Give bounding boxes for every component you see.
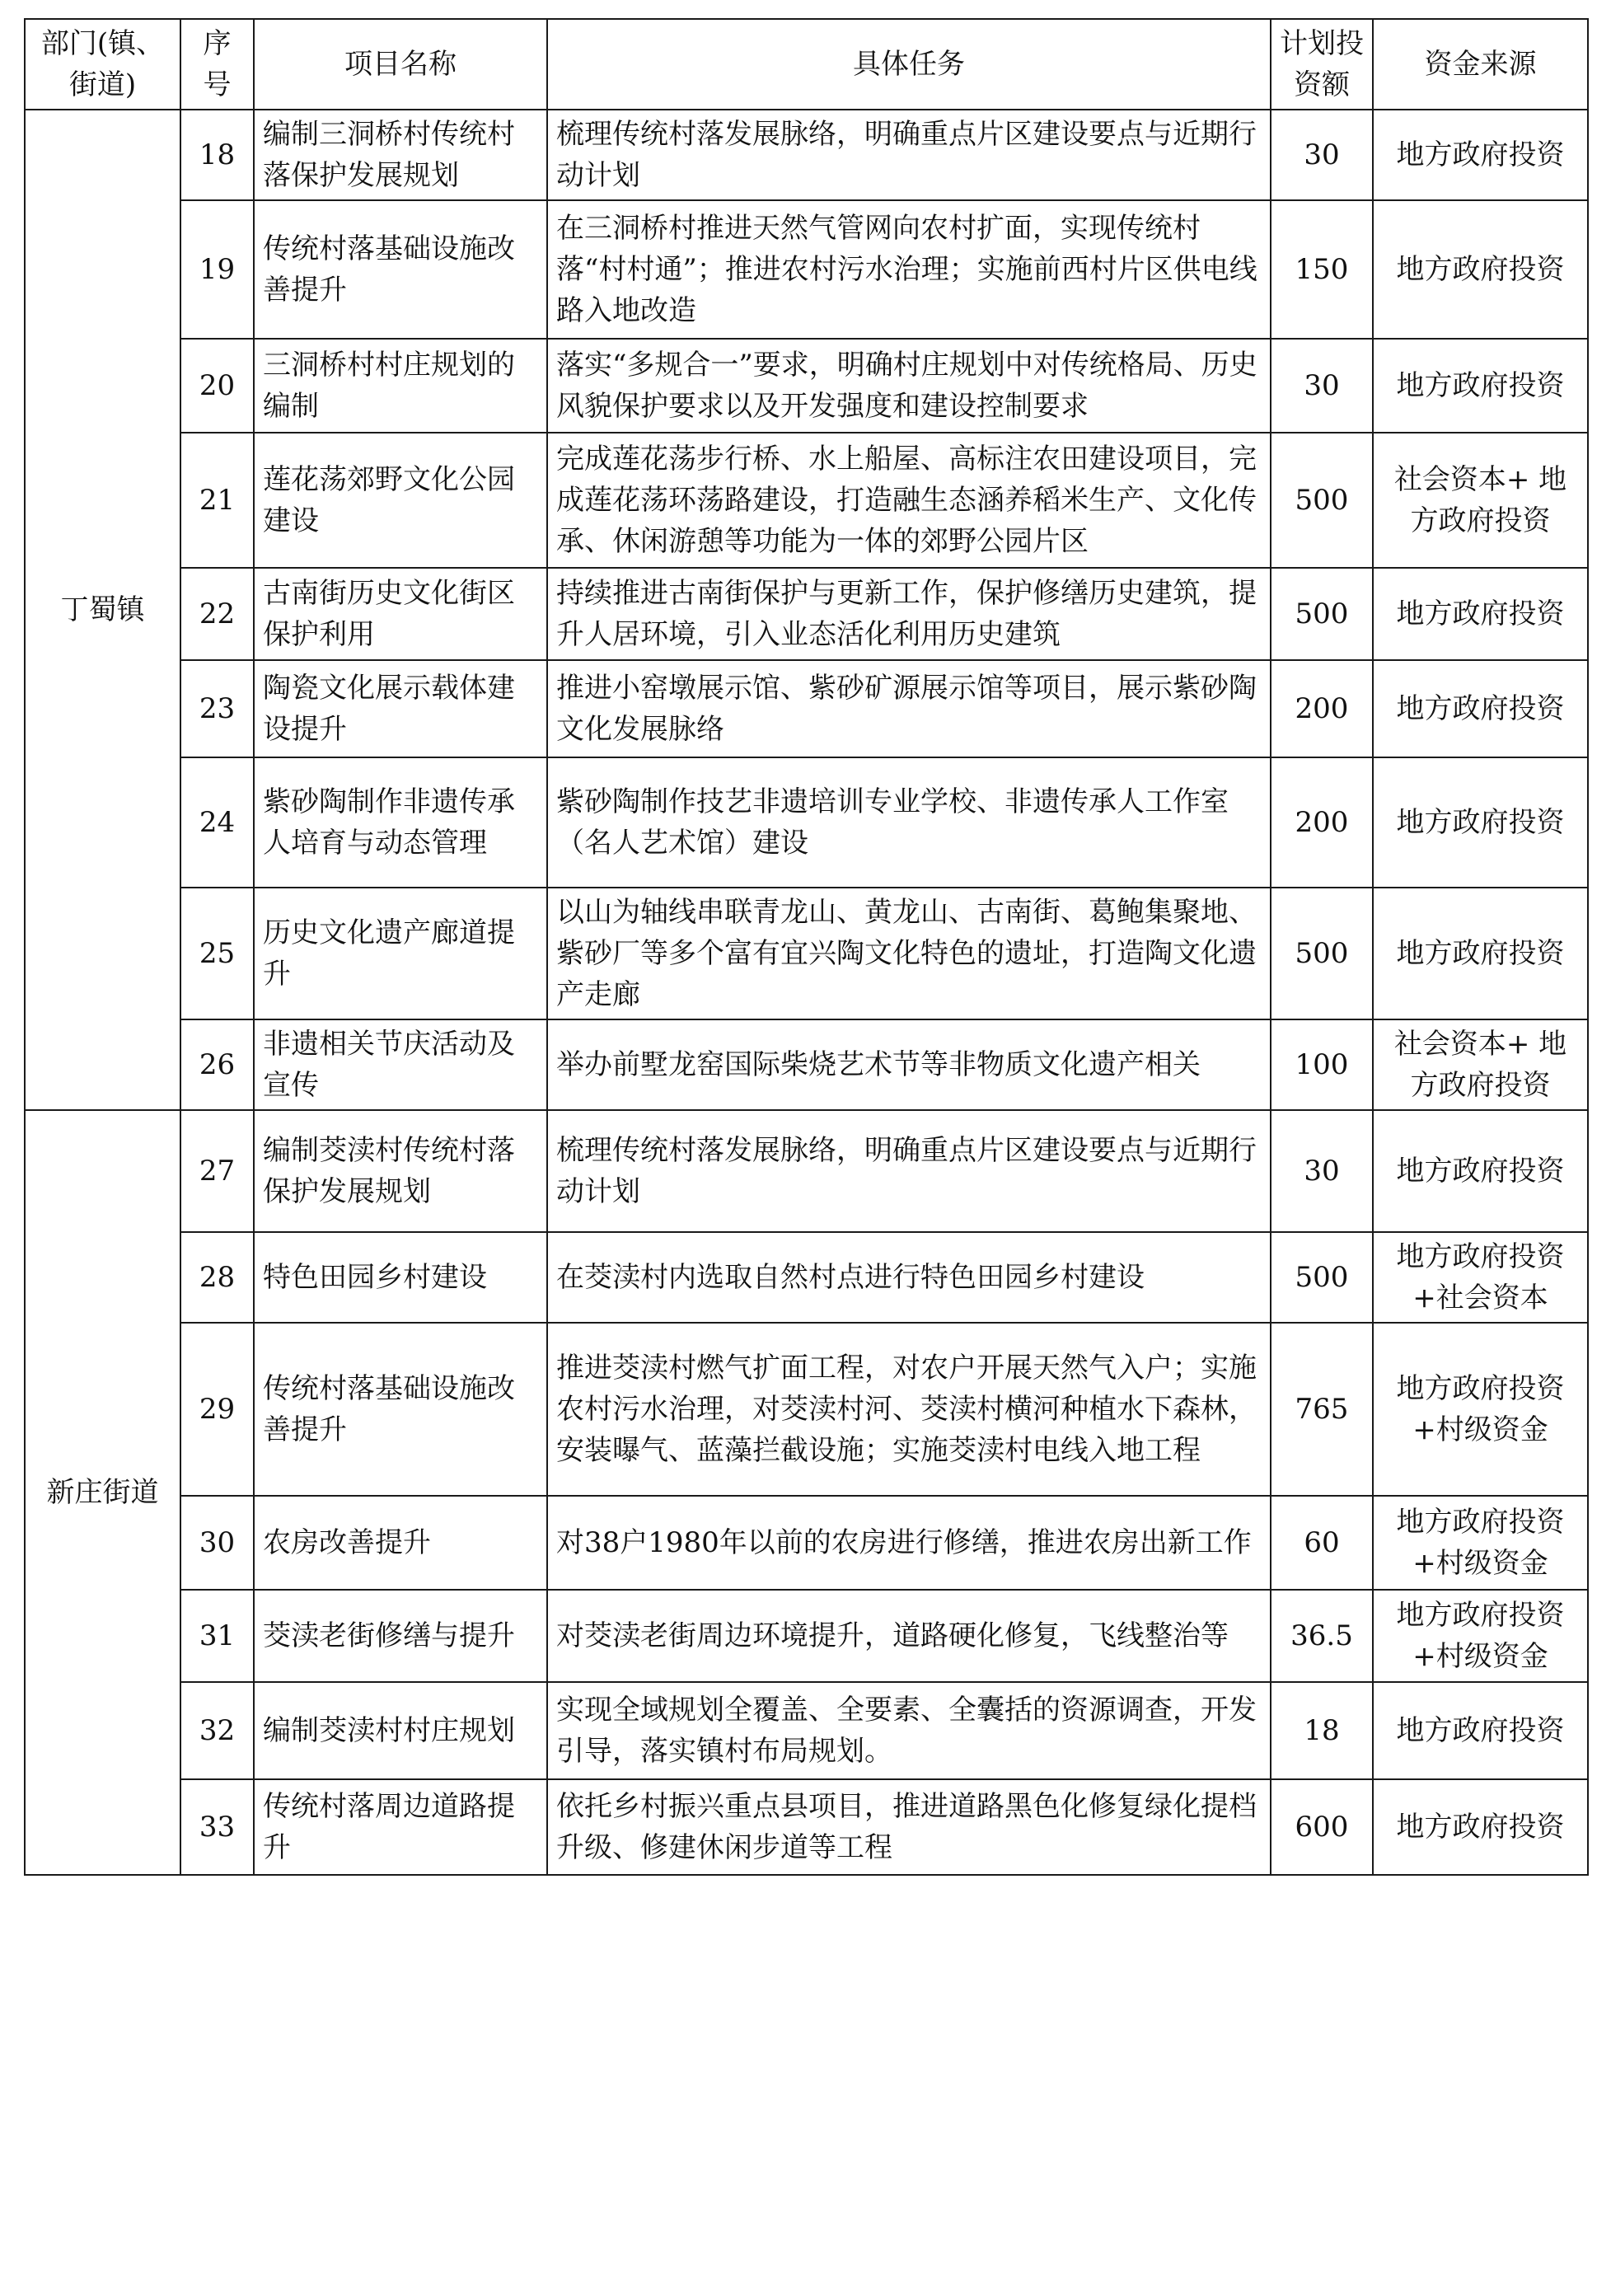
amount-cell: 30 — [1271, 339, 1373, 433]
name-cell: 古南街历史文化街区保护利用 — [254, 568, 547, 660]
header-task: 具体任务 — [547, 19, 1271, 110]
dept-cell: 新庄街道 — [25, 1110, 180, 1875]
task-cell: 持续推进古南街保护与更新工作，保护修缮历史建筑，提升人居环境，引入业态活化利用历史建筑 — [547, 568, 1271, 660]
fund-cell: 地方政府投资 — [1373, 757, 1588, 888]
table-row — [25, 1323, 1588, 1496]
table-row — [25, 660, 1588, 757]
amount-cell: 30 — [1271, 110, 1373, 200]
fund-cell: 地方政府投资 — [1373, 1682, 1588, 1779]
fund-cell: 社会资本+ 地方政府投资 — [1373, 1019, 1588, 1110]
name-cell: 传统村落周边道路提升 — [254, 1779, 547, 1875]
amount-cell: 765 — [1271, 1323, 1373, 1496]
task-cell: 紫砂陶制作技艺非遗培训专业学校、非遗传承人工作室（名人艺术馆）建设 — [547, 757, 1271, 888]
fund-cell: 地方政府投资 — [1373, 200, 1588, 339]
table-row — [25, 1232, 1588, 1323]
task-cell: 在茭渎村内选取自然村点进行特色田园乡村建设 — [547, 1232, 1271, 1323]
table-row — [25, 1590, 1588, 1682]
seq-cell: 32 — [180, 1682, 254, 1779]
amount-cell: 36.5 — [1271, 1590, 1373, 1682]
table-body — [25, 110, 1588, 1875]
task-cell: 梳理传统村落发展脉络，明确重点片区建设要点与近期行动计划 — [547, 110, 1271, 200]
fund-cell: 地方政府投资+村级资金 — [1373, 1590, 1588, 1682]
name-cell: 编制茭渎村传统村落保护发展规划 — [254, 1110, 547, 1232]
seq-cell: 27 — [180, 1110, 254, 1232]
amount-cell: 60 — [1271, 1496, 1373, 1590]
fund-cell: 地方政府投资 — [1373, 1110, 1588, 1232]
task-cell: 对茭渎老街周边环境提升，道路硬化修复，飞线整治等 — [547, 1590, 1271, 1682]
task-cell: 推进茭渎村燃气扩面工程，对农户开展天然气入户；实施农村污水治理，对茭渎村河、茭渎村横河种植水下森林，安装曝气、蓝藻拦截设施；实施茭渎村电线入地工程 — [547, 1323, 1271, 1496]
amount-cell: 500 — [1271, 568, 1373, 660]
task-cell: 完成莲花荡步行桥、水上船屋、高标注农田建设项目，完成莲花荡环荡路建设，打造融生态涵养稻米生产、文化传承、休闲游憩等功能为一体的郊野公园片区 — [547, 433, 1271, 568]
project-table — [24, 18, 1589, 1876]
name-cell: 非遗相关节庆活动及宣传 — [254, 1019, 547, 1110]
task-cell: 举办前墅龙窑国际柴烧艺术节等非物质文化遗产相关 — [547, 1019, 1271, 1110]
task-cell: 落实“多规合一”要求，明确村庄规划中对传统格局、历史风貌保护要求以及开发强度和建设控制要求 — [547, 339, 1271, 433]
task-cell: 对38户1980年以前的农房进行修缮，推进农房出新工作 — [547, 1496, 1271, 1590]
name-cell: 紫砂陶制作非遗传承人培育与动态管理 — [254, 757, 547, 888]
amount-cell: 600 — [1271, 1779, 1373, 1875]
name-cell: 茭渎老街修缮与提升 — [254, 1590, 547, 1682]
fund-cell: 地方政府投资 — [1373, 110, 1588, 200]
amount-cell: 500 — [1271, 888, 1373, 1019]
seq-cell: 21 — [180, 433, 254, 568]
seq-cell: 20 — [180, 339, 254, 433]
amount-cell: 18 — [1271, 1682, 1373, 1779]
amount-cell: 200 — [1271, 660, 1373, 757]
task-cell: 依托乡村振兴重点县项目，推进道路黑色化修复绿化提档升级、修建休闲步道等工程 — [547, 1779, 1271, 1875]
amount-cell: 150 — [1271, 200, 1373, 339]
seq-cell: 18 — [180, 110, 254, 200]
amount-cell: 200 — [1271, 757, 1373, 888]
amount-cell: 100 — [1271, 1019, 1373, 1110]
seq-cell: 28 — [180, 1232, 254, 1323]
table-row — [25, 1019, 1588, 1110]
name-cell: 传统村落基础设施改善提升 — [254, 200, 547, 339]
table-row — [25, 1779, 1588, 1875]
amount-cell: 500 — [1271, 1232, 1373, 1323]
name-cell: 三洞桥村村庄规划的编制 — [254, 339, 547, 433]
fund-cell: 地方政府投资+社会资本 — [1373, 1232, 1588, 1323]
task-cell: 实现全域规划全覆盖、全要素、全囊括的资源调查，开发引导，落实镇村布局规划。 — [547, 1682, 1271, 1779]
table-row — [25, 110, 1588, 200]
seq-cell: 25 — [180, 888, 254, 1019]
header-amount: 计划投资额 — [1271, 19, 1373, 110]
table-row — [25, 757, 1588, 888]
fund-cell: 地方政府投资+村级资金 — [1373, 1496, 1588, 1590]
fund-cell: 地方政府投资 — [1373, 1779, 1588, 1875]
fund-cell: 地方政府投资 — [1373, 660, 1588, 757]
amount-cell: 500 — [1271, 433, 1373, 568]
header-fund: 资金来源 — [1373, 19, 1588, 110]
seq-cell: 33 — [180, 1779, 254, 1875]
name-cell: 农房改善提升 — [254, 1496, 547, 1590]
fund-cell: 地方政府投资 — [1373, 888, 1588, 1019]
dept-cell: 丁蜀镇 — [25, 110, 180, 1110]
fund-cell: 社会资本+ 地方政府投资 — [1373, 433, 1588, 568]
table-row — [25, 433, 1588, 568]
fund-cell: 地方政府投资 — [1373, 339, 1588, 433]
table-row — [25, 200, 1588, 339]
header-name: 项目名称 — [254, 19, 547, 110]
name-cell: 历史文化遗产廊道提升 — [254, 888, 547, 1019]
table-row — [25, 1110, 1588, 1232]
name-cell: 陶瓷文化展示载体建设提升 — [254, 660, 547, 757]
name-cell: 特色田园乡村建设 — [254, 1232, 547, 1323]
header-dept: 部门(镇、街道) — [25, 19, 180, 110]
fund-cell: 地方政府投资+村级资金 — [1373, 1323, 1588, 1496]
fund-cell: 地方政府投资 — [1373, 568, 1588, 660]
task-cell: 在三洞桥村推进天然气管网向农村扩面，实现传统村落“村村通”；推进农村污水治理；实施前西村片区供电线路入地改造 — [547, 200, 1271, 339]
seq-cell: 23 — [180, 660, 254, 757]
seq-cell: 29 — [180, 1323, 254, 1496]
amount-cell: 30 — [1271, 1110, 1373, 1232]
name-cell: 编制三洞桥村传统村落保护发展规划 — [254, 110, 547, 200]
seq-cell: 31 — [180, 1590, 254, 1682]
table-row — [25, 568, 1588, 660]
seq-cell: 30 — [180, 1496, 254, 1590]
seq-cell: 22 — [180, 568, 254, 660]
task-cell: 以山为轴线串联青龙山、黄龙山、古南街、葛鲍集聚地、紫砂厂等多个富有宜兴陶文化特色的遗址，打造陶文化遗产走廊 — [547, 888, 1271, 1019]
header-row — [25, 19, 1588, 110]
name-cell: 莲花荡郊野文化公园建设 — [254, 433, 547, 568]
seq-cell: 26 — [180, 1019, 254, 1110]
name-cell: 传统村落基础设施改善提升 — [254, 1323, 547, 1496]
table-row — [25, 1496, 1588, 1590]
task-cell: 推进小窑墩展示馆、紫砂矿源展示馆等项目，展示紫砂陶文化发展脉络 — [547, 660, 1271, 757]
seq-cell: 24 — [180, 757, 254, 888]
task-cell: 梳理传统村落发展脉络，明确重点片区建设要点与近期行动计划 — [547, 1110, 1271, 1232]
header-seq: 序号 — [180, 19, 254, 110]
table-row — [25, 339, 1588, 433]
name-cell: 编制茭渎村村庄规划 — [254, 1682, 547, 1779]
table-row — [25, 888, 1588, 1019]
table-row — [25, 1682, 1588, 1779]
seq-cell: 19 — [180, 200, 254, 339]
